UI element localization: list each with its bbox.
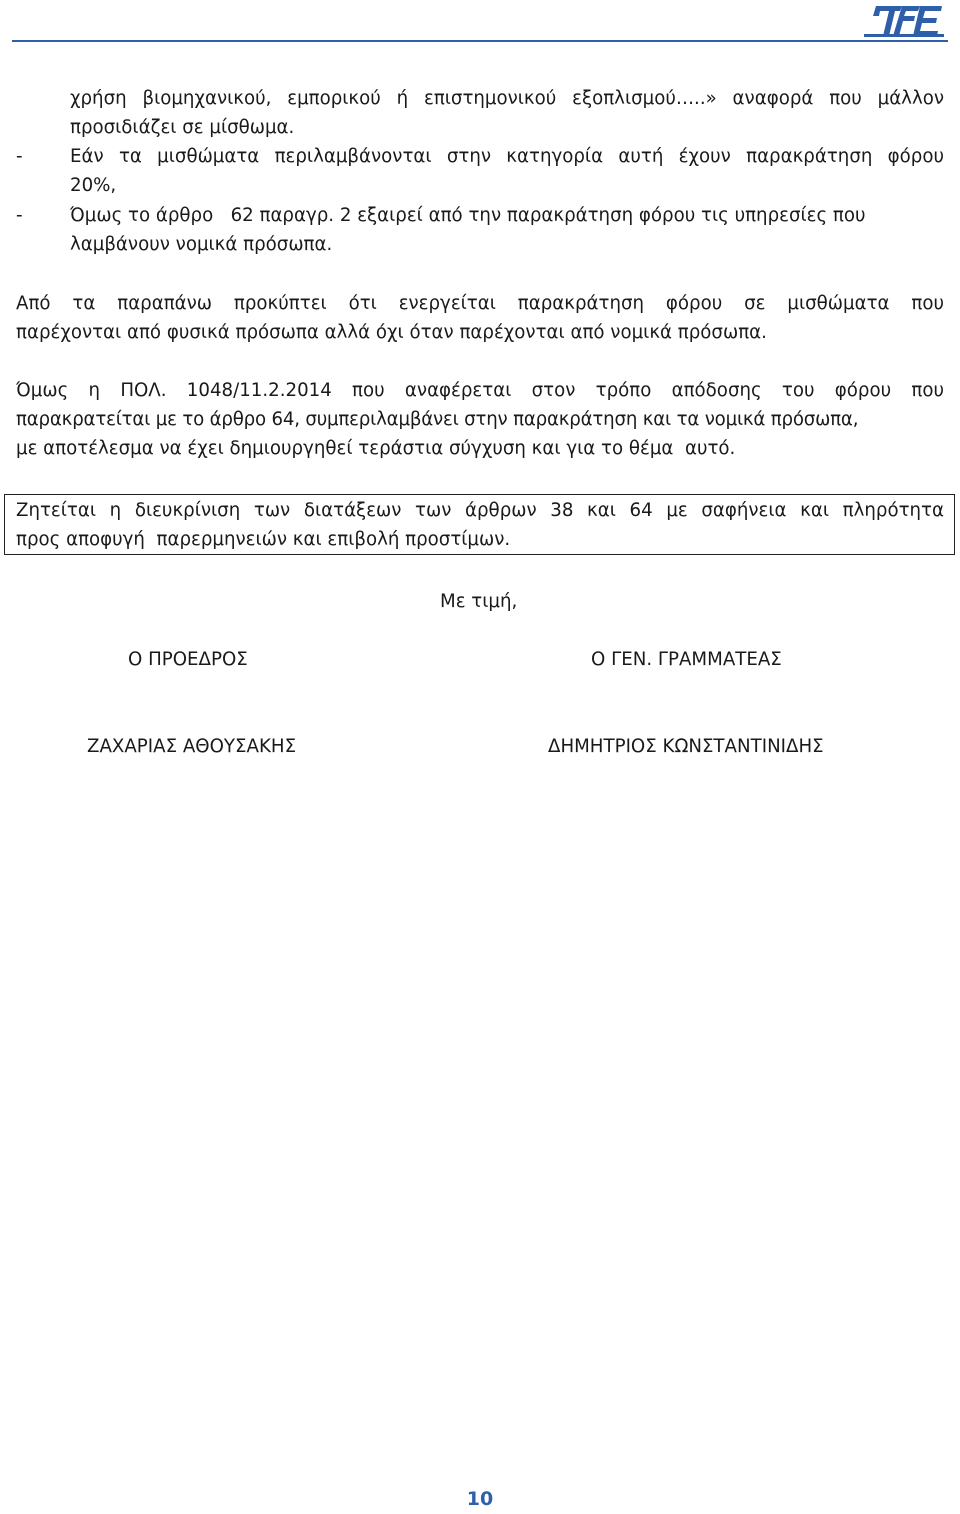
signature-right-name: ΔΗΜΗΤΡΙΟΣ ΚΩΝΣΤΑΝΤΙΝΙΔΗΣ <box>548 736 824 757</box>
paragraph-1-line-2: παρέχονται από φυσικά πρόσωπα αλλά όχι όταν παρέχονται από νομικά πρόσωπα. <box>16 322 767 343</box>
list-item-2-line-1: Εάν τα μισθώματα περιλαμβάνονται στην κατηγορία αυτή έχουν παρακράτηση φόρου <box>70 146 944 167</box>
signature-left-name: ΖΑΧΑΡΙΑΣ ΑΘΟΥΣΑΚΗΣ <box>87 736 297 757</box>
request-line-1: Ζητείται η διευκρίνιση των διατάξεων των άρθρων 38 και 64 με σαφήνεια και πληρότητα <box>16 500 944 521</box>
paragraph-2-line-2: παρακρατείται με το άρθρο 64, συμπεριλαμβάνει στην παρακράτηση και τα νομικά πρόσωπα, <box>16 409 859 430</box>
list-item-2-line-2: 20%, <box>70 175 117 196</box>
list-item-2-dash: - <box>16 146 23 167</box>
list-item-3-line-1: Όμως το άρθρο 62 παραγρ. 2 εξαιρεί από την παρακράτηση φόρου τις υπηρεσίες που <box>70 205 866 226</box>
list-item-3-dash: - <box>16 205 23 226</box>
signature-right-title: Ο ΓΕΝ. ΓΡΑΜΜΑΤΕΑΣ <box>591 649 782 670</box>
paragraph-1-line-1: Από τα παραπάνω προκύπτει ότι ενεργείται παρακράτηση φόρου σε μισθώματα που <box>16 293 944 314</box>
closing-salutation: Με τιμή, <box>440 591 518 612</box>
paragraph-2-line-1: Όμως η ΠΟΛ. 1048/11.2.2014 που αναφέρεται στον τρόπο απόδοσης του φόρου που <box>16 380 944 401</box>
list-item-1-line-2: προσιδιάζει σε μίσθωμα. <box>70 117 295 138</box>
page-number: 10 <box>466 1488 494 1510</box>
request-line-2: προς αποφυγή παρερμηνειών και επιβολή προστίμων. <box>16 529 511 550</box>
signature-left-title: Ο ΠΡΟΕΔΡΟΣ <box>128 649 248 670</box>
list-item-3-line-2: λαμβάνουν νομικά πρόσωπα. <box>70 234 333 255</box>
list-item-1-line-1: χρήση βιομηχανικού, εμπορικού ή επιστημονικού εξοπλισμού…..» αναφορά που μάλλον <box>70 88 944 109</box>
ptae-logo <box>862 4 944 38</box>
paragraph-2-line-3: με αποτέλεσμα να έχει δημιουργηθεί τεράστια σύγχυση και για το θέμα αυτό. <box>16 438 736 459</box>
header-rule <box>12 40 948 42</box>
